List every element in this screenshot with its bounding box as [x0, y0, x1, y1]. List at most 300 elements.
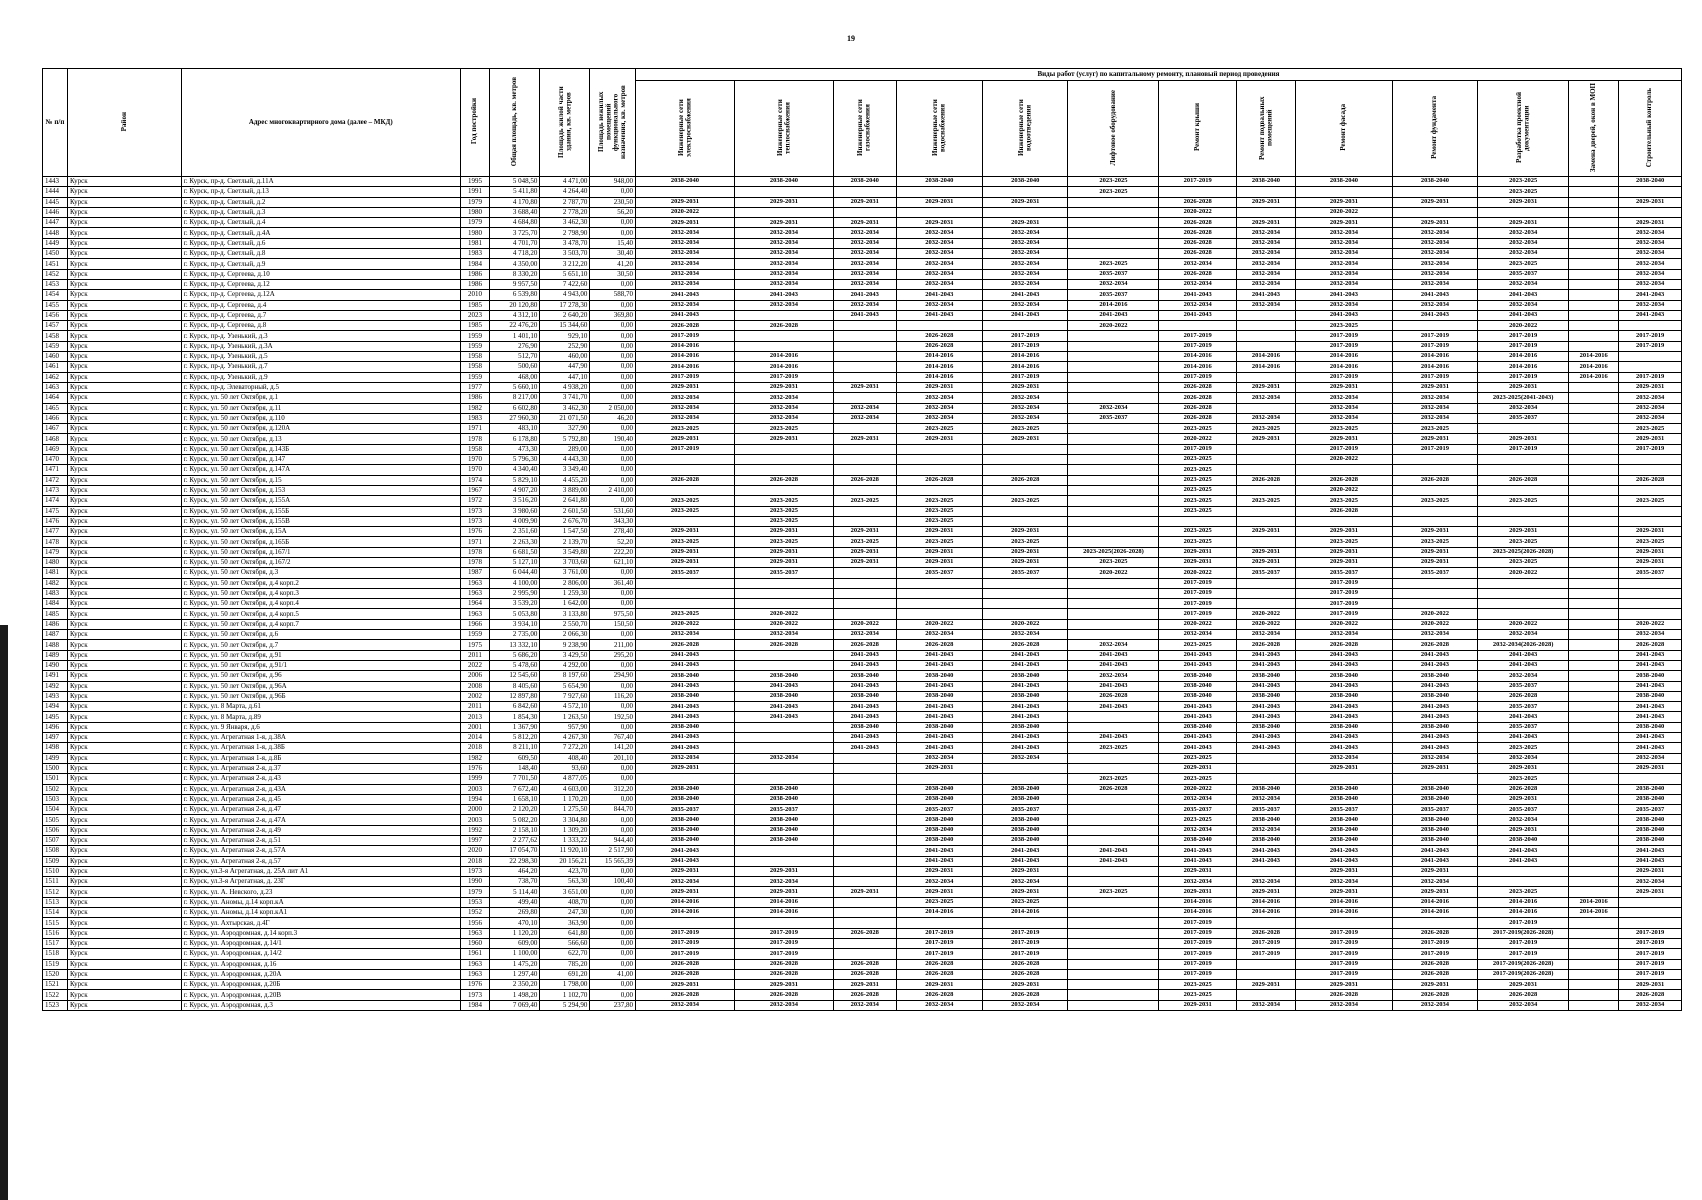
- work-period-cell: 2032-2034: [1478, 753, 1569, 763]
- work-period-cell: 2032-2034: [734, 300, 833, 310]
- work-period-cell: 2032-2034: [833, 630, 896, 640]
- header-total-area: Общая площадь, кв. метров: [490, 69, 540, 177]
- living-area-cell: 460,00: [540, 352, 590, 362]
- table-row: [43, 640, 1682, 650]
- row-number: 1502: [43, 784, 68, 794]
- work-period-cell: 2032-2034: [635, 413, 734, 423]
- nonresidential-area-cell: 0,00: [590, 980, 636, 990]
- work-period-cell: [1068, 352, 1159, 362]
- total-area-cell: 1 297,40: [490, 969, 540, 979]
- work-period-cell: 2038-2040: [833, 691, 896, 701]
- work-period-cell: 2032-2034: [1392, 753, 1477, 763]
- work-period-cell: 2041-2043: [833, 660, 896, 670]
- work-period-cell: 2041-2043: [1236, 290, 1295, 300]
- table-row: [43, 763, 1682, 773]
- work-period-cell: 2041-2043: [1392, 712, 1477, 722]
- row-number: 1498: [43, 743, 68, 753]
- work-period-cell: 2023-2025: [1159, 424, 1236, 434]
- work-period-cell: 2029-2031: [1296, 887, 1393, 897]
- nonresidential-area-cell: 361,40: [590, 578, 636, 588]
- row-number: 1513: [43, 897, 68, 907]
- work-period-cell: 2041-2043: [1159, 310, 1236, 320]
- address-cell: г. Курск, ул. 50 лет Октября, д.147: [181, 455, 460, 465]
- row-number: 1470: [43, 455, 68, 465]
- year-cell: 1991: [460, 187, 490, 197]
- work-period-cell: 2029-2031: [1159, 547, 1236, 557]
- work-period-cell: 2029-2031: [896, 382, 983, 392]
- work-period-cell: [1068, 805, 1159, 815]
- total-area-cell: 4 100,00: [490, 578, 540, 588]
- nonresidential-area-cell: 0,00: [590, 372, 636, 382]
- work-period-cell: 2029-2031: [635, 218, 734, 228]
- work-period-cell: 2023-2025: [1159, 465, 1236, 475]
- work-period-cell: [1569, 527, 1619, 537]
- district-cell: Курск: [68, 938, 182, 948]
- year-cell: 1987: [460, 568, 490, 578]
- table-row: [43, 918, 1682, 928]
- total-area-cell: 3 934,10: [490, 619, 540, 629]
- work-period-cell: 2038-2040: [833, 671, 896, 681]
- work-period-cell: [1619, 578, 1682, 588]
- work-period-cell: 2032-2034: [1478, 815, 1569, 825]
- work-period-cell: 2029-2031: [896, 887, 983, 897]
- work-period-cell: 2014-2016: [635, 897, 734, 907]
- work-period-cell: [1569, 506, 1619, 516]
- work-period-cell: [833, 805, 896, 815]
- work-period-cell: 2017-2019: [1159, 444, 1236, 454]
- work-period-cell: 2029-2031: [896, 980, 983, 990]
- table-row: [43, 362, 1682, 372]
- row-number: 1507: [43, 836, 68, 846]
- work-period-cell: [1569, 825, 1619, 835]
- work-period-cell: [983, 599, 1068, 609]
- work-period-cell: 2038-2040: [734, 784, 833, 794]
- work-period-cell: 2023-2025: [734, 506, 833, 516]
- row-number: 1521: [43, 980, 68, 990]
- total-area-cell: 5 796,30: [490, 455, 540, 465]
- work-period-cell: 2032-2034: [1392, 393, 1477, 403]
- work-period-cell: [1619, 609, 1682, 619]
- work-period-cell: 2041-2043: [1296, 846, 1393, 856]
- work-period-cell: 2032-2034: [734, 403, 833, 413]
- table-row: [43, 630, 1682, 640]
- address-cell: г. Курск, ул. 50 лет Октября, д.155В: [181, 516, 460, 526]
- work-period-cell: 2038-2040: [1619, 815, 1682, 825]
- work-period-cell: 2041-2043: [635, 681, 734, 691]
- work-period-cell: 2017-2019: [896, 928, 983, 938]
- table-row: [43, 671, 1682, 681]
- work-period-cell: 2020-2022: [1159, 568, 1236, 578]
- work-period-cell: 2023-2025: [1478, 887, 1569, 897]
- work-period-cell: [1068, 588, 1159, 598]
- address-cell: г. Курск, ул. Аэродромная, д.3: [181, 1000, 460, 1010]
- work-period-cell: 2038-2040: [734, 815, 833, 825]
- work-period-cell: [1478, 578, 1569, 588]
- work-period-cell: [1478, 506, 1569, 516]
- work-period-cell: 2017-2019: [1392, 331, 1477, 341]
- nonresidential-area-cell: 0,00: [590, 763, 636, 773]
- total-area-cell: 2 350,20: [490, 980, 540, 990]
- work-period-cell: 2029-2031: [1296, 557, 1393, 567]
- work-period-cell: [983, 763, 1068, 773]
- work-period-cell: [983, 578, 1068, 588]
- work-period-cell: 2041-2043: [635, 290, 734, 300]
- work-period-cell: [1569, 815, 1619, 825]
- work-period-cell: 2038-2040: [734, 671, 833, 681]
- row-number: 1492: [43, 681, 68, 691]
- row-number: 1463: [43, 382, 68, 392]
- work-period-cell: 2041-2043: [896, 681, 983, 691]
- row-number: 1474: [43, 496, 68, 506]
- address-cell: г. Курск, пр-д. Светлый, д.3: [181, 207, 460, 217]
- work-period-cell: 2032-2034: [1392, 259, 1477, 269]
- work-period-cell: [833, 836, 896, 846]
- work-period-cell: 2026-2028: [1159, 413, 1236, 423]
- district-cell: Курск: [68, 990, 182, 1000]
- work-period-cell: [896, 578, 983, 588]
- work-period-cell: 2032-2034: [1159, 279, 1236, 289]
- work-period-cell: 2020-2022: [1619, 619, 1682, 629]
- work-period-cell: [983, 774, 1068, 784]
- work-period-cell: [1068, 599, 1159, 609]
- address-cell: г. Курск, ул. Агрегатная 2-я, д.49: [181, 825, 460, 835]
- work-period-cell: 2026-2028: [1068, 784, 1159, 794]
- work-period-cell: [1619, 599, 1682, 609]
- table-row: [43, 784, 1682, 794]
- work-period-cell: 2038-2040: [1236, 671, 1295, 681]
- nonresidential-area-cell: 100,40: [590, 877, 636, 887]
- work-period-cell: 2023-2025: [635, 609, 734, 619]
- district-cell: Курск: [68, 321, 182, 331]
- work-period-cell: 2038-2040: [896, 784, 983, 794]
- work-period-cell: 2041-2043: [896, 660, 983, 670]
- work-period-cell: 2026-2028: [734, 959, 833, 969]
- table-row: [43, 382, 1682, 392]
- work-period-cell: 2038-2040: [1296, 671, 1393, 681]
- year-cell: 1997: [460, 836, 490, 846]
- work-period-cell: [635, 918, 734, 928]
- total-area-cell: 1 475,20: [490, 959, 540, 969]
- work-period-cell: [1068, 537, 1159, 547]
- work-period-cell: [1478, 485, 1569, 495]
- work-period-cell: 2032-2034: [983, 403, 1068, 413]
- work-period-cell: [1068, 836, 1159, 846]
- work-period-cell: 2014-2016: [1478, 362, 1569, 372]
- nonresidential-area-cell: 0,00: [590, 599, 636, 609]
- work-period-cell: 2029-2031: [1478, 434, 1569, 444]
- living-area-cell: 1 309,20: [540, 825, 590, 835]
- address-cell: г. Курск, пр-д. Узенький, д.7: [181, 362, 460, 372]
- work-period-cell: 2029-2031: [1296, 434, 1393, 444]
- row-number: 1506: [43, 825, 68, 835]
- work-period-cell: [1236, 403, 1295, 413]
- year-cell: 1978: [460, 557, 490, 567]
- work-period-cell: 2032-2034: [1236, 300, 1295, 310]
- living-area-cell: 2 066,30: [540, 630, 590, 640]
- address-cell: г. Курск, ул. 50 лет Октября, д.165Б: [181, 537, 460, 547]
- work-period-cell: 2017-2019: [1478, 341, 1569, 351]
- work-period-cell: 2014-2016: [1296, 897, 1393, 907]
- row-number: 1469: [43, 444, 68, 454]
- district-cell: Курск: [68, 506, 182, 516]
- district-cell: Курск: [68, 218, 182, 228]
- work-period-cell: [1569, 424, 1619, 434]
- living-area-cell: 1 275,50: [540, 805, 590, 815]
- table-row: [43, 444, 1682, 454]
- work-period-cell: 2041-2043: [1296, 650, 1393, 660]
- district-cell: Курск: [68, 475, 182, 485]
- work-period-cell: 2041-2043: [1478, 733, 1569, 743]
- work-period-cell: 2038-2040: [1236, 177, 1295, 187]
- address-cell: г. Курск, ул. Аэродромная, д.20В: [181, 990, 460, 1000]
- total-area-cell: 276,90: [490, 341, 540, 351]
- total-area-cell: 1 658,10: [490, 794, 540, 804]
- work-period-cell: 2020-2022: [983, 619, 1068, 629]
- work-period-cell: [635, 774, 734, 784]
- work-period-cell: 2038-2040: [896, 722, 983, 732]
- nonresidential-area-cell: 343,30: [590, 516, 636, 526]
- work-period-cell: [833, 331, 896, 341]
- work-period-cell: 2032-2034: [1296, 403, 1393, 413]
- work-period-cell: 2032-2034: [635, 630, 734, 640]
- work-period-cell: 2014-2016: [734, 897, 833, 907]
- work-period-cell: 2032-2034: [896, 228, 983, 238]
- work-period-cell: 2023-2025: [1068, 187, 1159, 197]
- table-row: [43, 527, 1682, 537]
- work-period-cell: 2041-2043: [1159, 733, 1236, 743]
- work-period-cell: 2023-2025: [1619, 496, 1682, 506]
- work-period-cell: 2032-2034: [1619, 403, 1682, 413]
- work-period-cell: 2032-2034: [635, 249, 734, 259]
- work-period-cell: [1236, 444, 1295, 454]
- work-period-cell: [833, 949, 896, 959]
- work-period-cell: [1068, 990, 1159, 1000]
- work-period-cell: 2026-2028: [1392, 959, 1477, 969]
- work-period-cell: 2038-2040: [833, 722, 896, 732]
- work-period-cell: 2017-2019: [1619, 949, 1682, 959]
- work-period-cell: 2017-2019: [1478, 331, 1569, 341]
- total-area-cell: 4 684,80: [490, 218, 540, 228]
- nonresidential-area-cell: 844,70: [590, 805, 636, 815]
- table-row: [43, 949, 1682, 959]
- work-period-cell: [1569, 269, 1619, 279]
- total-area-cell: 4 907,20: [490, 485, 540, 495]
- work-period-cell: 2023-2025: [635, 424, 734, 434]
- work-period-cell: 2014-2016: [1236, 362, 1295, 372]
- work-period-cell: 2032-2034: [734, 753, 833, 763]
- work-period-cell: 2041-2043: [1619, 702, 1682, 712]
- nonresidential-area-cell: 588,70: [590, 290, 636, 300]
- work-period-cell: [1478, 588, 1569, 598]
- row-number: 1509: [43, 856, 68, 866]
- district-cell: Курск: [68, 362, 182, 372]
- work-period-cell: [896, 444, 983, 454]
- table-row: [43, 836, 1682, 846]
- row-number: 1445: [43, 197, 68, 207]
- living-area-cell: 3 133,80: [540, 609, 590, 619]
- capital-repair-plan-table: [42, 68, 1682, 1011]
- district-cell: Курск: [68, 640, 182, 650]
- address-cell: г. Курск, ул.3-я Агрегатная, д. 25А лит А1: [181, 866, 460, 876]
- work-period-cell: [1569, 516, 1619, 526]
- work-period-cell: 2029-2031: [635, 382, 734, 392]
- work-period-cell: 2023-2025: [1392, 537, 1477, 547]
- work-period-cell: 2014-2016: [1159, 352, 1236, 362]
- work-period-cell: 2026-2028: [983, 990, 1068, 1000]
- work-period-cell: [1068, 207, 1159, 217]
- district-cell: Курск: [68, 702, 182, 712]
- work-period-cell: 2038-2040: [734, 836, 833, 846]
- year-cell: 1978: [460, 547, 490, 557]
- work-period-cell: 2029-2031: [983, 197, 1068, 207]
- work-period-cell: 2038-2040: [1296, 836, 1393, 846]
- work-period-cell: 2017-2019: [1159, 918, 1236, 928]
- work-period-cell: 2041-2043: [734, 702, 833, 712]
- nonresidential-area-cell: 0,00: [590, 424, 636, 434]
- living-area-cell: 247,30: [540, 908, 590, 918]
- work-period-cell: 2038-2040: [734, 177, 833, 187]
- work-period-cell: [1159, 321, 1236, 331]
- work-period-cell: 2026-2028: [635, 475, 734, 485]
- header-work-type: Ремонт фасада: [1296, 81, 1393, 177]
- table-row: [43, 249, 1682, 259]
- table-row: [43, 609, 1682, 619]
- district-cell: Курск: [68, 918, 182, 928]
- work-period-cell: [1569, 763, 1619, 773]
- living-area-cell: 3 889,00: [540, 485, 590, 495]
- work-period-cell: 2029-2031: [734, 434, 833, 444]
- row-number: 1505: [43, 815, 68, 825]
- year-cell: 1981: [460, 238, 490, 248]
- table-row: [43, 753, 1682, 763]
- work-period-cell: 2032-2034: [734, 877, 833, 887]
- work-period-cell: [1068, 578, 1159, 588]
- header-work-type: Инженерные сети электроснабжения: [635, 81, 734, 177]
- living-area-cell: 4 603,00: [540, 784, 590, 794]
- table-row: [43, 825, 1682, 835]
- district-cell: Курск: [68, 969, 182, 979]
- district-cell: Курск: [68, 588, 182, 598]
- nonresidential-area-cell: 0,00: [590, 279, 636, 289]
- work-period-cell: 2041-2043: [833, 681, 896, 691]
- work-period-cell: 2023-2025: [1296, 496, 1393, 506]
- work-period-cell: 2029-2031: [1478, 980, 1569, 990]
- table-row: [43, 352, 1682, 362]
- work-period-cell: 2029-2031: [1478, 218, 1569, 228]
- work-period-cell: [1569, 990, 1619, 1000]
- table-row: [43, 341, 1682, 351]
- address-cell: г. Курск, пр-д. Светлый, д.2: [181, 197, 460, 207]
- nonresidential-area-cell: 0,00: [590, 362, 636, 372]
- year-cell: 1966: [460, 619, 490, 629]
- address-cell: г. Курск, ул. 8 Марта, д.61: [181, 702, 460, 712]
- work-period-cell: 2026-2028: [635, 990, 734, 1000]
- work-period-cell: [833, 465, 896, 475]
- work-period-cell: 2020-2022: [734, 609, 833, 619]
- work-period-cell: 2035-2037: [1236, 805, 1295, 815]
- living-area-cell: 327,90: [540, 424, 590, 434]
- work-period-cell: 2029-2031: [1296, 218, 1393, 228]
- work-period-cell: 2017-2019: [1478, 444, 1569, 454]
- work-period-cell: 2038-2040: [896, 794, 983, 804]
- work-period-cell: [1068, 485, 1159, 495]
- work-period-cell: 2032-2034: [1296, 753, 1393, 763]
- work-period-cell: 2038-2040: [734, 691, 833, 701]
- work-period-cell: 2029-2031: [734, 218, 833, 228]
- work-period-cell: 2026-2028: [1296, 990, 1393, 1000]
- work-period-cell: 2029-2031: [635, 434, 734, 444]
- work-period-cell: 2029-2031: [1236, 557, 1295, 567]
- work-period-cell: 2026-2028: [983, 640, 1068, 650]
- work-period-cell: 2032-2034: [983, 238, 1068, 248]
- year-cell: 1982: [460, 753, 490, 763]
- row-number: 1462: [43, 372, 68, 382]
- work-period-cell: [1392, 599, 1477, 609]
- work-period-cell: 2029-2031: [1159, 763, 1236, 773]
- work-period-cell: 2023-2025: [635, 496, 734, 506]
- work-period-cell: 2041-2043: [1619, 743, 1682, 753]
- year-cell: 1973: [460, 506, 490, 516]
- work-period-cell: 2029-2031: [734, 980, 833, 990]
- work-period-cell: 2026-2028: [635, 969, 734, 979]
- address-cell: г. Курск, пр-д. Узенький, д.3А: [181, 341, 460, 351]
- work-period-cell: 2041-2043: [1159, 650, 1236, 660]
- nonresidential-area-cell: 0,00: [590, 897, 636, 907]
- work-period-cell: [1392, 588, 1477, 598]
- work-period-cell: 2029-2031: [896, 527, 983, 537]
- work-period-cell: 2041-2043: [1068, 660, 1159, 670]
- work-period-cell: 2029-2031: [896, 197, 983, 207]
- year-cell: 1971: [460, 537, 490, 547]
- work-period-cell: 2017-2019: [1296, 578, 1393, 588]
- work-period-cell: 2041-2043: [1619, 856, 1682, 866]
- work-period-cell: [1392, 578, 1477, 588]
- total-area-cell: 468,00: [490, 372, 540, 382]
- table-row: [43, 516, 1682, 526]
- year-cell: 1960: [460, 938, 490, 948]
- work-period-cell: 2026-2028: [734, 969, 833, 979]
- work-period-cell: [1068, 341, 1159, 351]
- work-period-cell: 2032-2034: [1159, 877, 1236, 887]
- year-cell: 1958: [460, 444, 490, 454]
- address-cell: г. Курск, пр-д. Сергеева, д.8: [181, 321, 460, 331]
- district-cell: Курск: [68, 413, 182, 423]
- total-area-cell: 5 686,20: [490, 650, 540, 660]
- work-period-cell: 2023-2025: [1068, 743, 1159, 753]
- work-period-cell: [1619, 908, 1682, 918]
- nonresidential-area-cell: 0,00: [590, 825, 636, 835]
- living-area-cell: 4 292,00: [540, 660, 590, 670]
- year-cell: 1985: [460, 300, 490, 310]
- work-period-cell: 2026-2028: [833, 990, 896, 1000]
- work-period-cell: [1619, 897, 1682, 907]
- living-area-cell: 4 572,10: [540, 702, 590, 712]
- district-cell: Курск: [68, 259, 182, 269]
- work-period-cell: [983, 485, 1068, 495]
- work-period-cell: 2014-2016: [1236, 897, 1295, 907]
- work-period-cell: 2032-2034: [1296, 279, 1393, 289]
- nonresidential-area-cell: 0,00: [590, 887, 636, 897]
- work-period-cell: [1569, 866, 1619, 876]
- total-area-cell: 1 367,90: [490, 722, 540, 732]
- work-period-cell: 2038-2040: [896, 671, 983, 681]
- district-cell: Курск: [68, 465, 182, 475]
- work-period-cell: [1569, 238, 1619, 248]
- work-period-cell: 2035-2037: [1068, 290, 1159, 300]
- header-work-type: Инженерные сети газоснабжения: [833, 81, 896, 177]
- work-period-cell: 2026-2028: [1236, 475, 1295, 485]
- work-period-cell: [1569, 702, 1619, 712]
